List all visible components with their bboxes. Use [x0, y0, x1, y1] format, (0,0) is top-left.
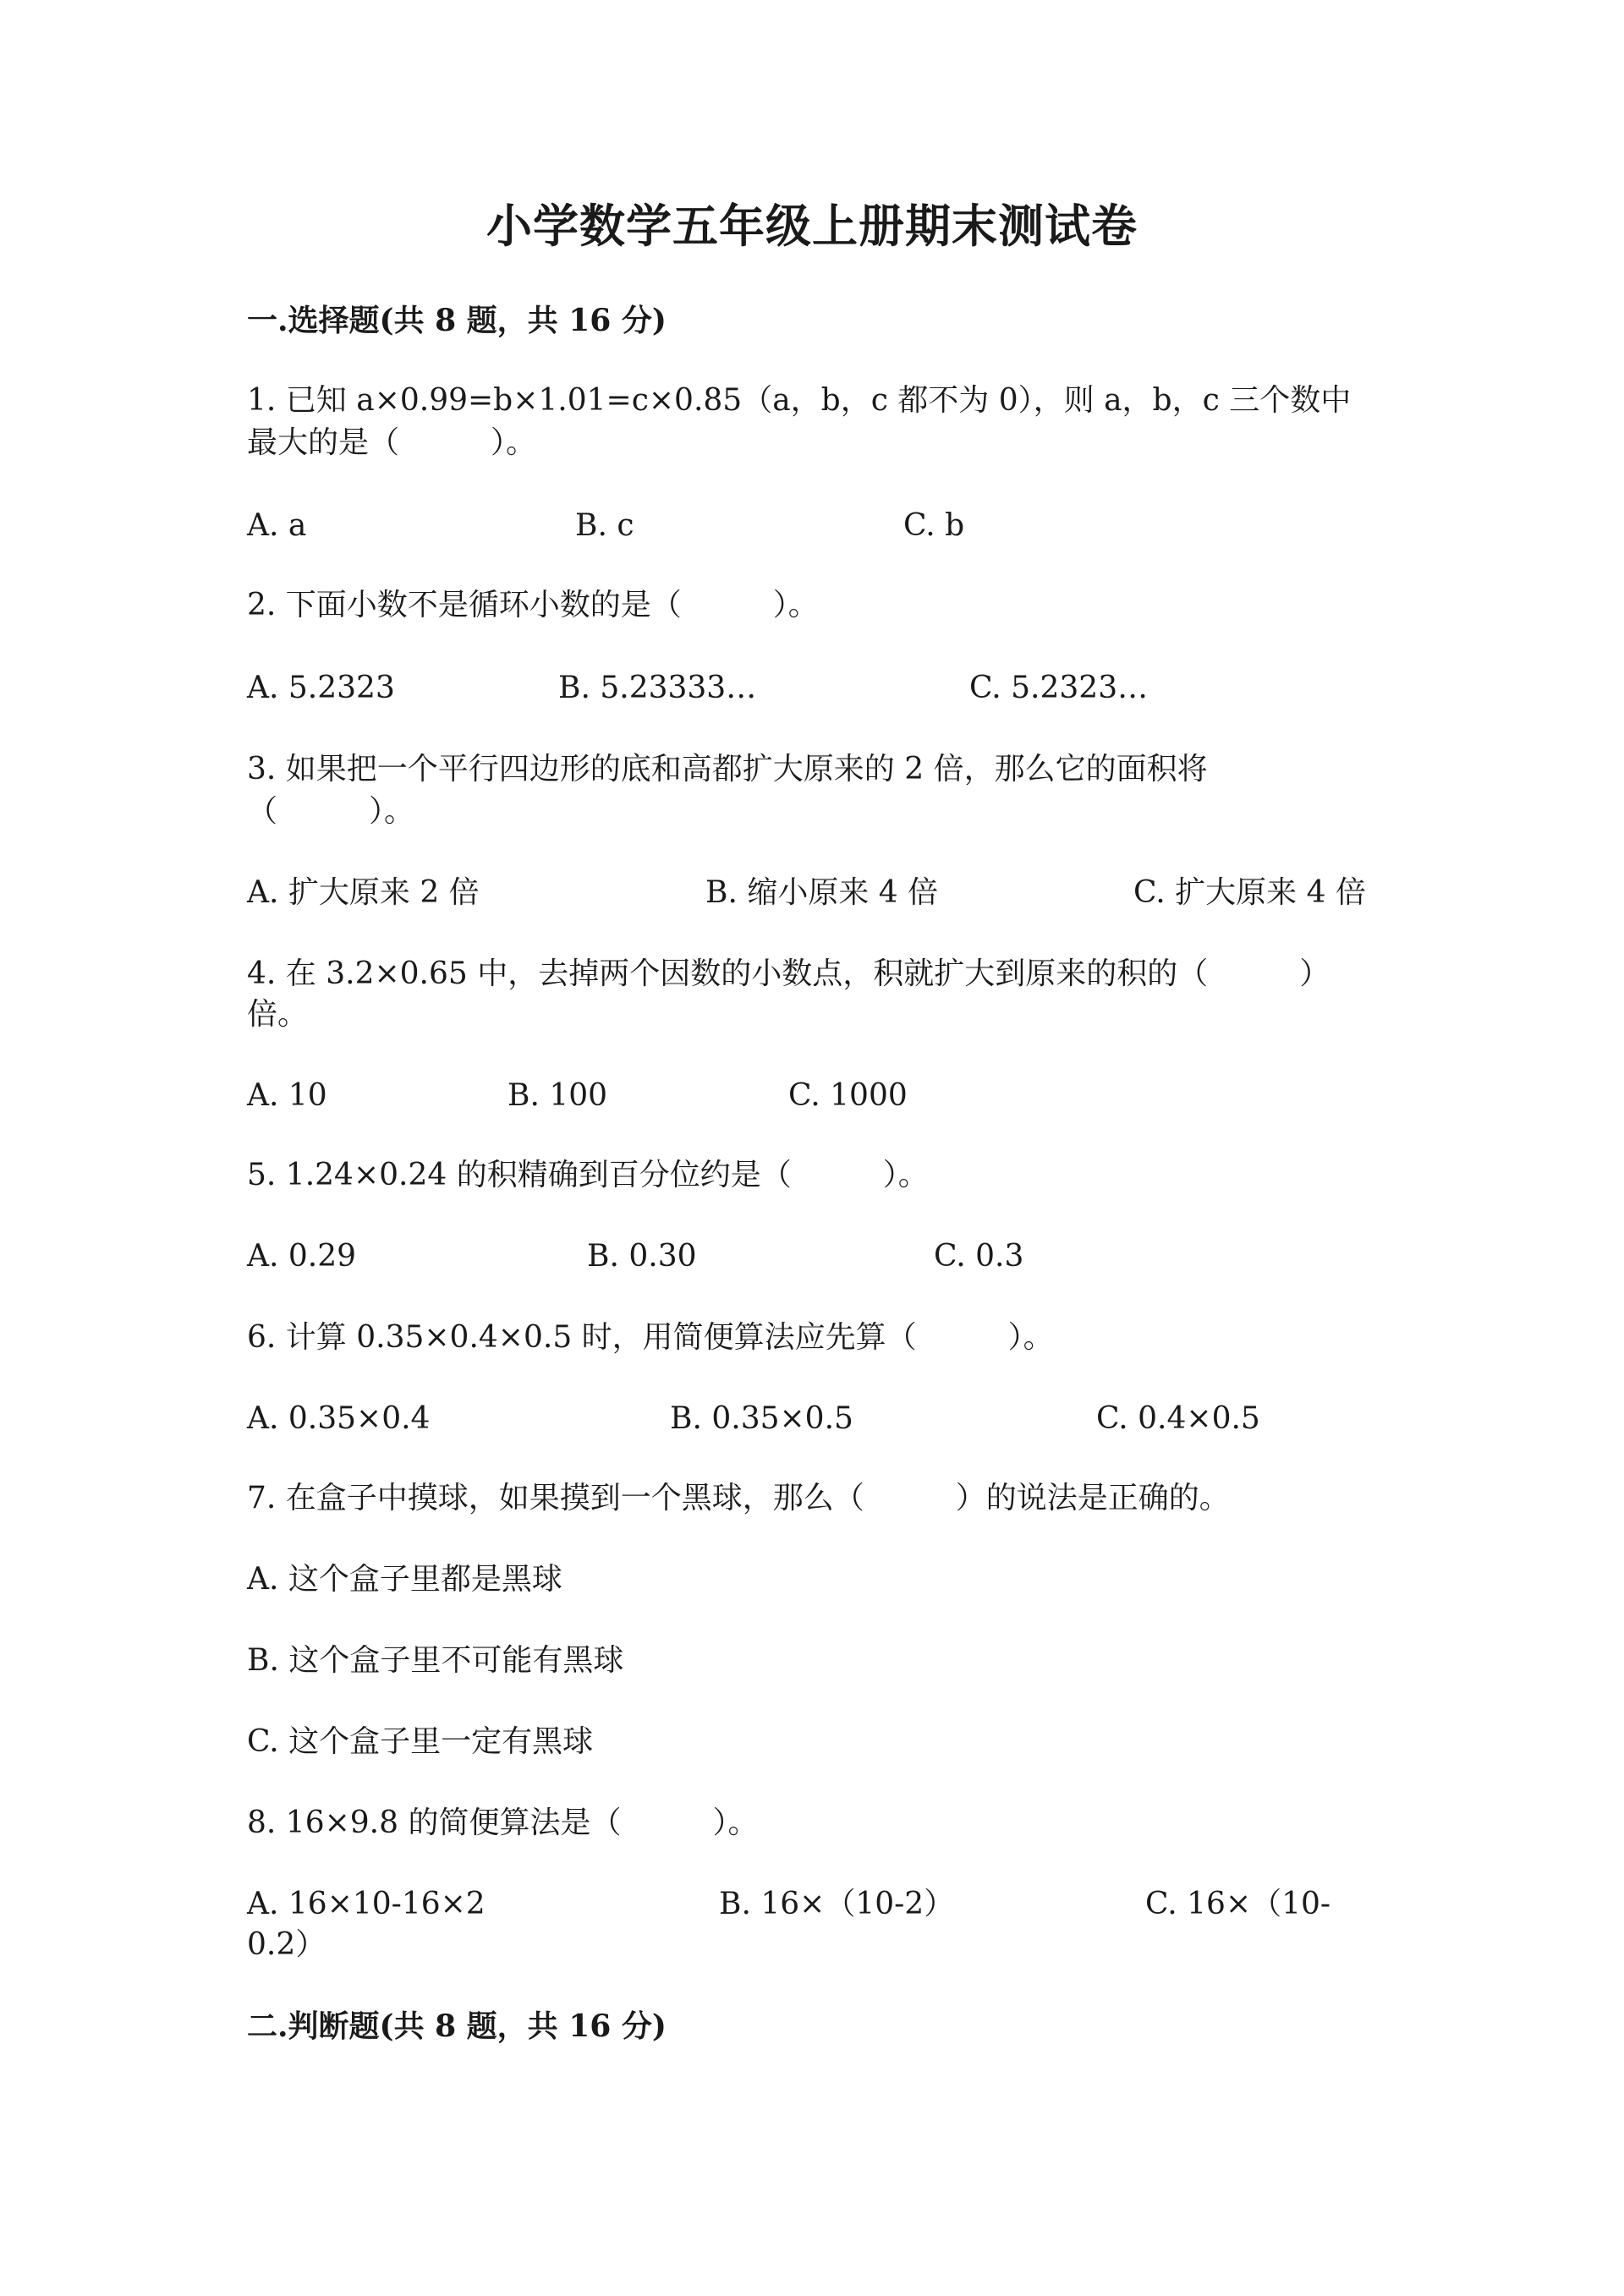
question-8-option-b: B. 16×（10-2）	[719, 1887, 955, 1921]
question-2-line-1: 2. 下面小数不是循环小数的是（ ）。	[247, 588, 819, 622]
question-6-line-1: 6. 计算 0.35×0.4×0.5 时，用简便算法应先算（ ）。	[247, 1320, 1054, 1355]
question-1-option-b: B. c	[575, 508, 634, 543]
section-heading-choice: 一.选择题(共 8 题，共 16 分)	[247, 303, 667, 338]
question-4-option-a: A. 10	[247, 1078, 327, 1113]
question-7-option-b: B. 这个盒子里不可能有黑球	[247, 1643, 624, 1678]
question-3-option-b: B. 缩小原来 4 倍	[705, 875, 939, 910]
question-5-line-1: 5. 1.24×0.24 的积精确到百分位约是（ ）。	[247, 1158, 929, 1192]
question-8-option-c-wrap: 0.2）	[247, 1927, 326, 1962]
question-8-option-a: A. 16×10-16×2	[247, 1887, 486, 1921]
question-7-line-1: 7. 在盒子中摸球，如果摸到一个黑球，那么（ ）的说法是正确的。	[247, 1481, 1230, 1515]
section-heading-judgement: 二.判断题(共 8 题，共 16 分)	[247, 2008, 667, 2044]
question-5-option-c: C. 0.3	[934, 1239, 1024, 1274]
question-8-line-1: 8. 16×9.8 的简便算法是（ ）。	[247, 1806, 759, 1840]
question-2-option-a: A. 5.2323	[247, 671, 395, 705]
question-4-option-c: C. 1000	[788, 1078, 908, 1113]
question-1-line-1: 1. 已知 a×0.99=b×1.01=c×0.85（a，b，c 都不为 0），则 a，b，c 三个数中	[247, 383, 1352, 418]
question-3-option-c: C. 扩大原来 4 倍	[1133, 875, 1366, 910]
exam-title: 小学数学五年级上册期末测试卷	[486, 199, 1138, 253]
question-2-option-b: B. 5.23333…	[558, 671, 757, 705]
question-7-option-c: C. 这个盒子里一定有黑球	[247, 1724, 594, 1759]
question-5-option-a: A. 0.29	[247, 1239, 357, 1274]
question-3-option-a: A. 扩大原来 2 倍	[247, 875, 480, 910]
question-6-option-a: A. 0.35×0.4	[247, 1401, 431, 1436]
question-7-option-a: A. 这个盒子里都是黑球	[247, 1562, 562, 1597]
question-1-line-2: 最大的是（ ）。	[247, 425, 537, 460]
question-3-line-1: 3. 如果把一个平行四边形的底和高都扩大原来的 2 倍，那么它的面积将	[247, 752, 1208, 786]
question-4-line-1: 4. 在 3.2×0.65 中，去掉两个因数的小数点，积就扩大到原来的积的（ ）	[247, 956, 1330, 991]
question-1-option-c: C. b	[903, 508, 965, 543]
question-8-option-c: C. 16×（10-	[1145, 1887, 1331, 1921]
question-2-option-c: C. 5.2323…	[969, 671, 1149, 705]
question-4-line-2: 倍。	[247, 997, 309, 1032]
question-3-line-2: （ ）。	[247, 794, 415, 829]
question-6-option-c: C. 0.4×0.5	[1096, 1401, 1260, 1436]
question-1-option-a: A. a	[247, 508, 307, 543]
question-4-option-b: B. 100	[508, 1078, 608, 1113]
question-6-option-b: B. 0.35×0.5	[670, 1401, 853, 1436]
question-5-option-b: B. 0.30	[587, 1239, 697, 1274]
